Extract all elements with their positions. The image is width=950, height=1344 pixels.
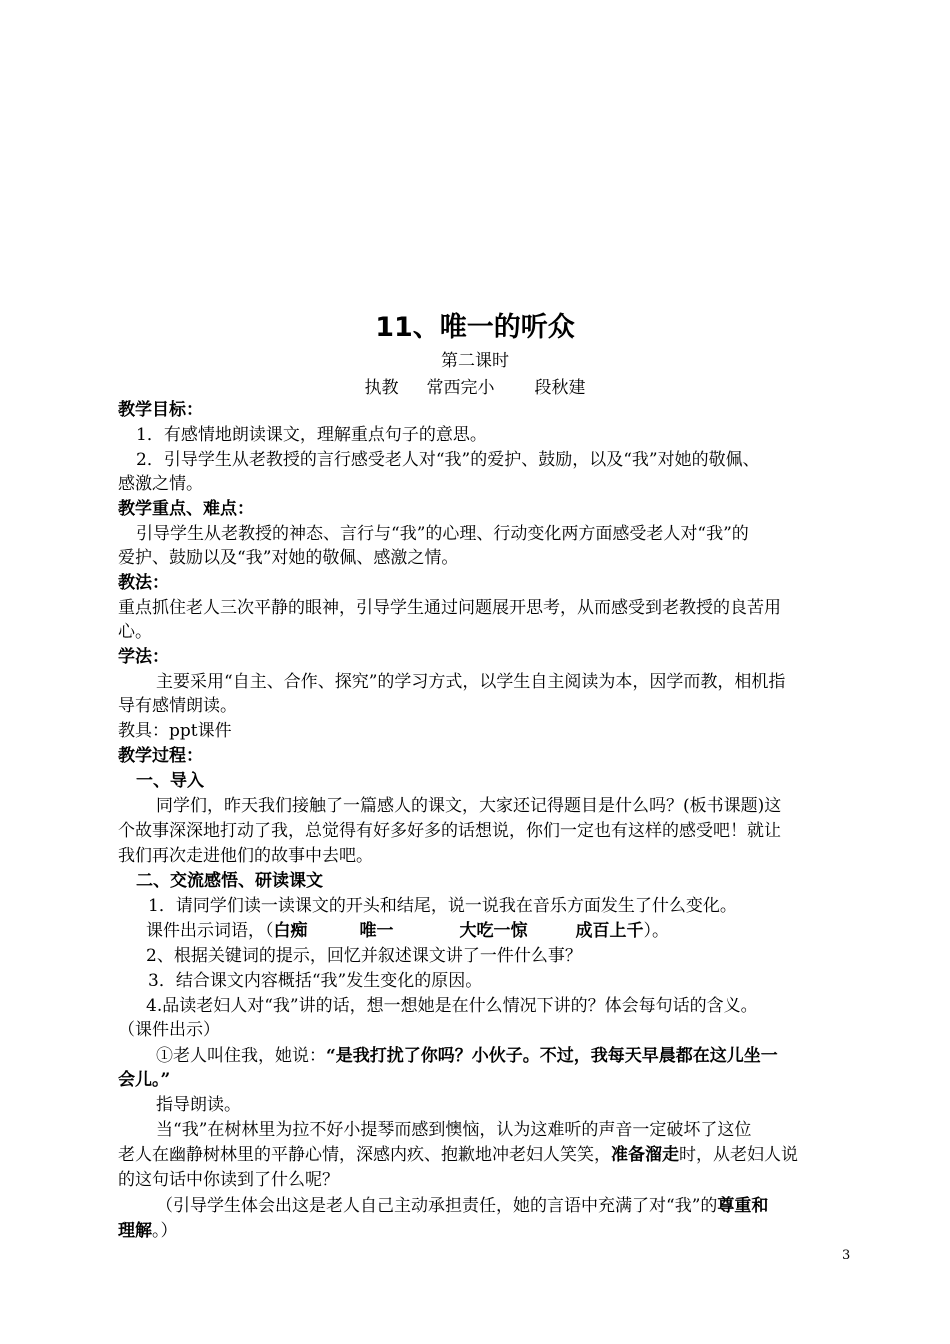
section-1-line-2: 个故事深深地打动了我，总觉得有好多好多的话想说，你们一定也有这样的感受吧！就让 [118, 821, 781, 841]
note-line-1 [118, 1194, 896, 1218]
paragraph-line-2 [118, 1143, 858, 1167]
study-line-2: 导有感情朗读。 [118, 696, 237, 716]
process-heading: 教学过程： [118, 746, 203, 766]
item-2: 2、根据关键词的提示，回忆并叙述课文讲了一件什么事？ [146, 946, 582, 966]
goal-1: 1．有感情地朗读课文，理解重点句子的意思。 [136, 425, 487, 445]
keypoints-heading: 教学重点、难点： [118, 499, 254, 519]
quote-prefix: ①老人叫住我，她说： [156, 1046, 326, 1066]
section-1-line-1: 同学们，昨天我们接触了一篇感人的课文，大家还记得题目是什么吗？(板书课题)这 [156, 796, 782, 816]
lesson-title: 11、唯一的听众 [375, 312, 575, 343]
keypoints-line-2: 爱护、鼓励以及“我”对她的敬佩、感激之情。 [118, 548, 459, 568]
method-line-1: 重点抓住老人三次平静的眼神，引导学生通过问题展开思考，从而感受到老教授的良苦用 [118, 598, 781, 618]
goal-2-line-2: 感激之情。 [118, 474, 203, 494]
item-4-line-2: （课件出示） [118, 1020, 220, 1040]
word-3: 大吃一惊 [459, 921, 528, 941]
quote-line-2: 会儿。” [118, 1070, 171, 1090]
paragraph-line-3: 的这句话中你读到了什么呢？ [118, 1170, 339, 1190]
guide-reading: 指导朗读。 [156, 1095, 241, 1115]
section-2-heading: 二、交流感悟、研读课文 [136, 871, 323, 891]
note-bold: 尊重和 [717, 1196, 769, 1216]
courseware-words-line [118, 919, 886, 943]
page-number: 3 [842, 1248, 851, 1263]
word-2: 唯一 [359, 921, 394, 941]
words-prefix: 课件出示词语，（ [146, 921, 274, 941]
words-suffix: ）。 [643, 921, 669, 941]
author-school: 常西完小 [426, 378, 495, 398]
note-bold-end: 理解 [118, 1221, 152, 1241]
item-3: 3．结合课文内容概括“我”发生变化的原因。 [148, 971, 483, 991]
note-line-2 [118, 1219, 858, 1243]
author-name: 段秋建 [534, 378, 586, 398]
section-1-line-3: 我们再次走进他们的故事中去吧。 [118, 846, 373, 866]
item-1: 1．请同学们读一读课文的开头和结尾，说一说我在音乐方面发生了什么变化。 [148, 896, 737, 916]
paragraph-line-1: 当“我”在树林里为拉不好小提琴而感到懊恼，认为这难听的声音一定破坏了这位 [156, 1120, 752, 1140]
paragraph-text: 老人在幽静树林里的平静心情，深感内疚、抱歉地冲老妇人笑笑， [118, 1145, 611, 1165]
study-heading: 学法： [118, 647, 169, 667]
paragraph-bold: 准备溜走 [611, 1145, 679, 1165]
goals-heading: 教学目标： [118, 400, 203, 420]
note-text: （引导学生体会出这是老人自己主动承担责任，她的言语中充满了对“我”的 [156, 1196, 718, 1216]
author-line [0, 373, 950, 398]
method-heading: 教法： [118, 573, 169, 593]
word-1: 白痴 [273, 921, 308, 941]
word-4: 成百上千 [575, 921, 644, 941]
note-close: 。） [152, 1221, 178, 1241]
method-line-2: 心。 [118, 622, 152, 642]
goal-2-line-1: 2．引导学生从老教授的言行感受老人对“我”的爱护、鼓励，以及“我”对她的敬佩、 [136, 450, 760, 470]
tools-line: 教具：ppt课件 [118, 721, 232, 741]
author-role: 执教 [364, 378, 399, 398]
paragraph-text-end: 时，从老妇人说 [679, 1145, 798, 1165]
quote-text: “是我打扰了你吗？小伙子。不过，我每天早晨都在这儿坐一 [326, 1046, 778, 1066]
lesson-subtitle: 第二课时 [441, 351, 509, 371]
study-line-1: 主要采用“自主、合作、探究”的学习方式，以学生自主阅读为本，因学而教，相机指 [156, 672, 786, 692]
item-4-line-1: 4.品读老妇人对“我”讲的话，想一想她是在什么情况下讲的？体会每句话的含义。 [146, 996, 758, 1016]
quote-line-1 [118, 1044, 896, 1068]
keypoints-line-1: 引导学生从老教授的神态、言行与“我”的心理、行动变化两方面感受老人对“我”的 [136, 524, 749, 544]
section-1-heading: 一、导入 [136, 771, 204, 791]
